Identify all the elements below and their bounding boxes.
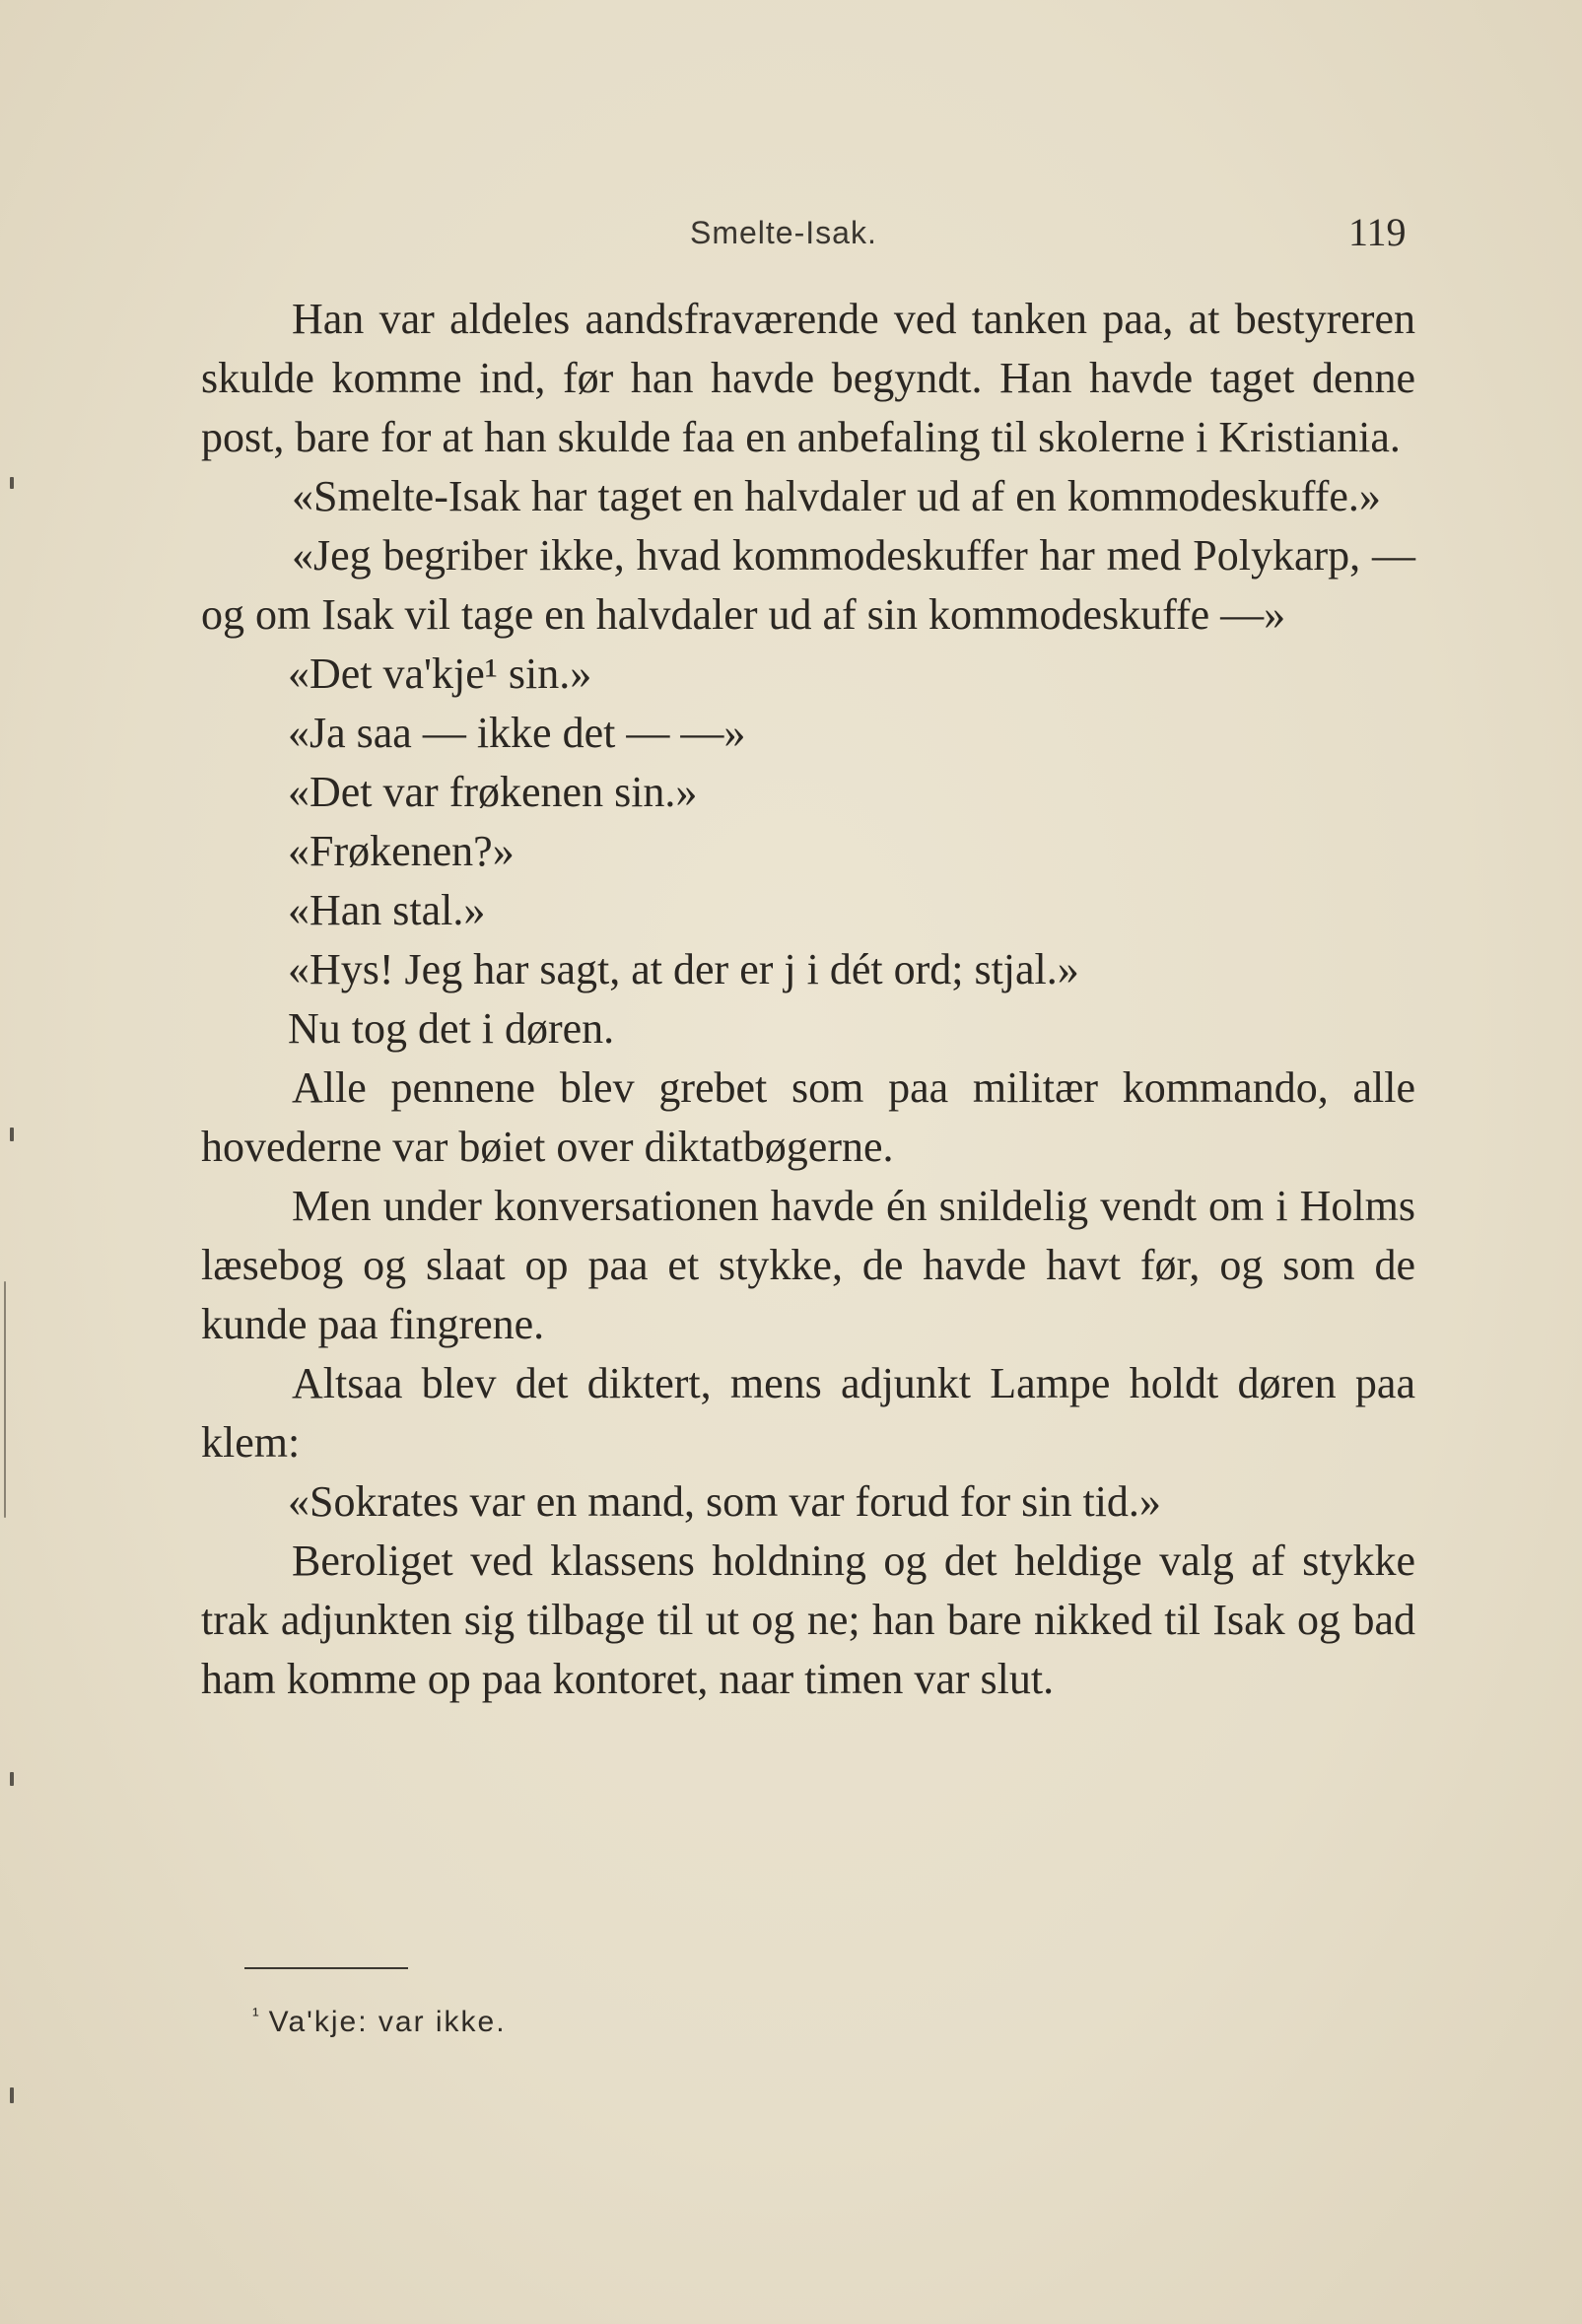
paragraph: Nu tog det i døren.	[288, 1004, 615, 1053]
footnote	[252, 2005, 507, 2039]
paragraph: Altsaa blev det diktert, mens adjunkt Lampe holdt døren paa klem:	[201, 1359, 1415, 1467]
dialogue-line: «Det va'kje¹ sin.»	[288, 649, 592, 698]
dialogue-line: «Hys! Jeg har sagt, at der er j i dét ord; stjal.»	[288, 945, 1079, 993]
margin-mark	[10, 1128, 14, 1141]
margin-mark	[10, 477, 14, 489]
page-number: 119	[1348, 210, 1407, 254]
footnote-marker: ¹	[252, 2005, 261, 2026]
dialogue-line: «Han stal.»	[288, 886, 486, 934]
footnote-text: Va'kje: var ikke.	[268, 2006, 507, 2038]
paragraph: Beroliget ved klassens holdning og det heldige valg af stykke trak adjunkten sig tilbage til ut og ne; han bare nikked til Isak og bad ham komme op paa kontoret, naar timen var slut.	[201, 1537, 1415, 1703]
margin-mark	[10, 2087, 14, 2103]
running-head: Smelte-Isak.	[690, 215, 877, 250]
paragraph: «Jeg begriber ikke, hvad kommodeskuffer har med Polykarp, — og om Isak vil tage en halvdaler ud af sin kommodeskuffe —»	[201, 531, 1415, 639]
paragraph: Men under konversationen havde én snildelig vendt om i Holms læsebog og slaat op paa et stykke, de havde havt før, og som de kunde paa fingrene.	[201, 1182, 1415, 1348]
paragraph: Alle pennene blev grebet som paa militær kommando, alle hovederne var bøiet over diktatbøgerne.	[201, 1063, 1415, 1171]
footnote-rule	[244, 1967, 408, 1969]
dialogue-line: «Sokrates var en mand, som var forud for sin tid.»	[288, 1477, 1161, 1526]
body-text	[201, 290, 1415, 1709]
paragraph: Han var aldeles aandsfraværende ved tanken paa, at bestyreren skulde komme ind, før han havde begyndt. Han havde taget denne post, bare for at han skulde faa en anbefaling til skolerne i Kristiania.	[201, 295, 1415, 461]
paragraph: «Smelte-Isak har taget en halvdaler ud af en kommodeskuffe.»	[292, 472, 1381, 520]
margin-edge	[4, 1281, 6, 1518]
dialogue-line: «Ja saa — ikke det — —»	[288, 709, 746, 757]
margin-mark	[10, 1772, 14, 1786]
dialogue-line: «Frøkenen?»	[288, 827, 515, 875]
dialogue-line: «Det var frøkenen sin.»	[288, 768, 698, 816]
